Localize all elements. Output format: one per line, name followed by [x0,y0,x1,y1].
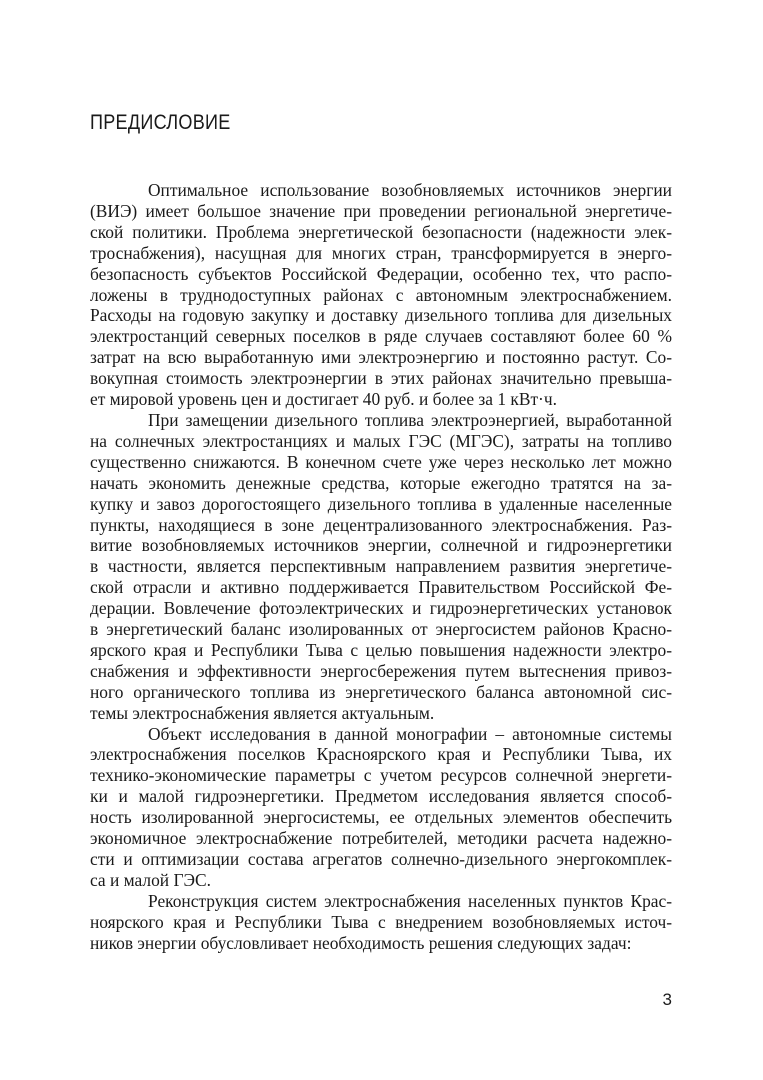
paragraph-2-line: в энергетический баланс изолированных от энергосистем районов Красно- [90,619,672,640]
paragraph-2-line: в частности, является перспективным направлением развития энергетиче- [90,556,672,577]
page-number: 3 [662,990,672,1009]
paragraph-2-line: ской отрасли и активно поддерживается Правительством Российской Фе- [90,577,672,598]
paragraph-3-line: технико-экономические параметры с учетом ресурсов солнечной энергети- [90,765,672,786]
paragraph-1-line: затрат на всю выработанную ими электроэнергию и постоянно растут. Со- [90,347,672,368]
paragraph-3-line: са и малой ГЭС. [90,869,211,890]
paragraph-1-line: ской политики. Проблема энергетической безопасности (надежности элек- [90,221,672,242]
paragraph-1-line: троснабжения), насущная для многих стран, трансформируется в энерго- [90,242,672,263]
paragraph-1-line: безопасность субъектов Российской Федерации, особенно тех, что распо- [90,263,672,284]
paragraph-3-line: сти и оптимизации состава агрегатов солнечно-дизельного энергокомплек- [90,849,672,869]
paragraph-1-line: Оптимальное использование возобновляемых источников энергии [148,180,672,200]
paragraph-1-line: вокупная стоимость электроэнергии в этих районах значительно превыша- [90,368,672,389]
paragraph-3-line: ность изолированной энергосистемы, ее отдельных элементов обеспечить [90,807,672,828]
paragraph-2-line: дерации. Вовлечение фотоэлектрических и гидроэнергетических установок [90,598,672,619]
body-text [90,180,672,954]
paragraph-2-line: на солнечных электростанциях и малых ГЭС (МГЭС), затраты на топливо [90,430,672,451]
paragraph-3-line: ки и малой гидроэнергетики. Предметом исследования является способ- [90,786,672,807]
paragraph-3-line: Объект исследования в данной монографии – автономные системы [148,723,672,744]
paragraph-2-line: снабжения и эффективности энергосбережения путем вытеснения привоз- [90,660,672,681]
paragraph-2-line: пункты, находящиеся в зоне децентрализованного электроснабжения. Раз- [90,514,672,535]
paragraph-2-line: начать экономить денежные средства, которые ежегодно тратятся на за- [90,472,672,493]
paragraph-1-line: электростанций северных поселков в ряде случаев составляют более 60 % [90,326,672,347]
paragraph-4-line: ников энергии обусловливает необходимость решения следующих задач: [90,932,632,953]
paragraph-2-line: витие возобновляемых источников энергии, солнечной и гидроэнергетики [90,535,672,556]
paragraph-1-line: ложены в труднодоступных районах с автономным электроснабжением. [90,284,672,305]
paragraph-3-line: экономичное электроснабжение потребителей, методики расчета надежно- [90,828,672,849]
paragraph-2-line: существенно снижаются. В конечном счете уже через несколько лет можно [90,451,672,472]
page-title: ПРЕДИСЛОВИЕ [90,111,231,134]
paragraph-2-line: ного органического топлива из энергетического баланса автономной сис- [90,681,672,702]
paragraph-1-line: ет мировой уровень цен и достигает 40 руб. и более за 1 кВт·ч. [90,389,557,410]
paragraph-2-line: темы электроснабжения является актуальным. [90,702,435,723]
paragraph-4-line: Реконструкция систем электроснабжения населенных пунктов Крас- [148,890,672,911]
paragraph-3-line: электроснабжения поселков Красноярского края и Республики Тыва, их [90,744,672,765]
paragraph-1-line: (ВИЭ) имеет большое значение при проведении региональной энергетиче- [90,200,672,221]
paragraph-1-line: Расходы на годовую закупку и доставку дизельного топлива для дизельных [90,305,672,326]
paragraph-2-line: ярского края и Республики Тыва с целью повышения надежности электро- [90,639,672,660]
paragraph-4-line: ноярского края и Республики Тыва с внедрением возобновляемых источ- [90,911,672,932]
paragraph-2-line: При замещении дизельного топлива электроэнергией, выработанной [148,409,672,430]
paragraph-2-line: купку и завоз дорогостоящего дизельного топлива в удаленные населенные [90,493,672,514]
